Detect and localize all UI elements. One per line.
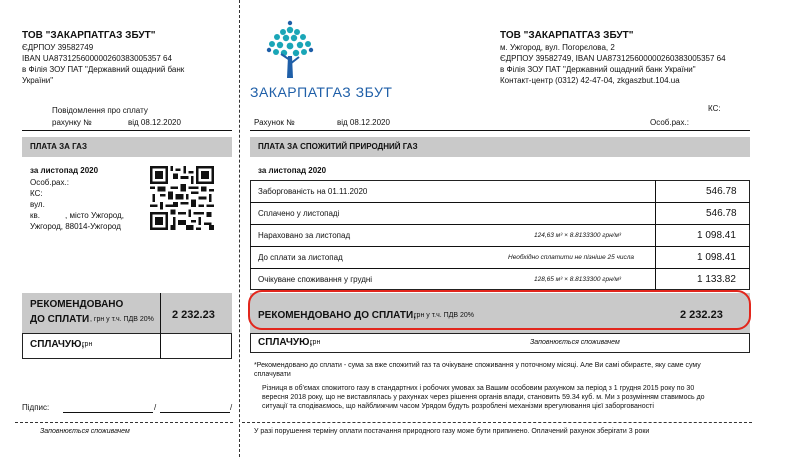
cut-line [242, 422, 752, 423]
left-bank-1: в Філія ЗОУ ПАТ "Державний ощадний банк [22, 65, 185, 74]
left-apartment: кв. [30, 211, 40, 220]
table-row-label: До сплати за листопад [258, 253, 343, 262]
table-row-value: 1 133.82 [697, 274, 736, 285]
right-recommended-vat: грн у т.ч. ПДВ 20% [414, 312, 475, 319]
left-period: за листопад 2020 [30, 166, 99, 175]
divider [250, 130, 750, 131]
signature-name-line[interactable] [160, 412, 230, 413]
footnote-recommended: *Рекомендовано до сплати - сума за вже спожитий газ та очікуване споживання у поточному місяці. Але Ви самі обираєте, яку саме суму [254, 362, 701, 369]
right-account: Особ.рах.: [650, 118, 689, 127]
divider [250, 268, 750, 269]
right-contact: Контакт-центр (0312) 42-47-04, zkgaszbut.104.ua [500, 76, 680, 85]
left-section-title: ПЛАТА ЗА ГАЗ [30, 142, 87, 151]
left-city: , місто Ужгород, [65, 211, 124, 220]
highlight-oval [248, 290, 751, 330]
left-signature-label: Підпис: [22, 403, 50, 412]
right-paid-box [250, 333, 750, 353]
right-recommended-label: РЕКОМЕНДОВАНО ДО СПЛАТИ, [258, 310, 416, 321]
right-paid-label: СПЛАЧУЮ, [258, 337, 313, 348]
signature-slash: / [230, 403, 233, 412]
table-row-note: Необхідно сплатити не пізніше 25 числа [508, 254, 635, 261]
table-row-value: 546.78 [706, 186, 737, 197]
left-city-zip: Ужгород, 88014-Ужгород [30, 222, 121, 231]
table-row-value: 1 098.41 [697, 230, 736, 241]
left-ks: КС: [30, 189, 43, 198]
right-invoice-number: Рахунок № [254, 118, 295, 127]
cut-line [15, 422, 233, 423]
left-notice-title: Повідомлення про сплату [52, 106, 148, 115]
divider [250, 202, 750, 203]
left-recommended-line1: РЕКОМЕНДОВАНО [30, 299, 124, 310]
left-street: вул. [30, 200, 45, 209]
divider [22, 130, 232, 131]
left-account: Особ.рах.: [30, 178, 69, 187]
left-edrpou: ЄДРПОУ 39582749 [22, 43, 94, 52]
left-paid-label: СПЛАЧУЮ, [30, 339, 85, 350]
footnote-recommended-cont: сплачувати [254, 371, 291, 378]
left-iban: IBAN UA873125600000260383005357 64 [22, 54, 172, 63]
left-paid-unit: грн [82, 341, 93, 348]
table-row-value: 546.78 [706, 208, 737, 219]
right-invoice-date: від 08.12.2020 [337, 118, 390, 127]
divider [160, 293, 161, 333]
footnote-gas-difference-cont: вересня 2018 року, що не виставлялась у рахунках через рішення органів влади, становить 59.34 куб. м. Ми з розумінням ставимось до [262, 394, 705, 401]
right-section-title: ПЛАТА ЗА СПОЖИТИЙ ПРИРОДНИЙ ГАЗ [258, 142, 418, 151]
table-row-label: Сплачено у листопаді [258, 209, 340, 218]
table-row-note: 124,63 м³ × 8.8133300 грн/м³ [534, 232, 622, 239]
left-company: ТОВ "ЗАКАРПАТГАЗ ЗБУТ" [22, 30, 156, 41]
left-notice-date: від 08.12.2020 [128, 118, 181, 127]
divider [655, 180, 656, 290]
table-row-label: Нараховано за листопад [258, 231, 351, 240]
right-edrpou-iban: ЄДРПОУ 39582749, IBAN UA873125600000260383005357 64 [500, 54, 726, 63]
left-recommended-line2: ДО СПЛАТИ [30, 314, 90, 325]
signature-line[interactable] [63, 412, 153, 413]
table-row-value: 1 098.41 [697, 252, 736, 263]
left-recommended-vat: , грн у т.ч. ПДВ 20% [90, 316, 154, 323]
right-company: ТОВ "ЗАКАРПАТГАЗ ЗБУТ" [500, 30, 634, 41]
left-filled-by: Заповнюється споживачем [40, 428, 130, 435]
bottom-notice: У разі порушення терміну оплати постачання природного газу може бути припинено. Оплачений рахунок зберігати 3 роки [254, 428, 650, 435]
right-address: м. Ужгород, вул. Погорєлова, 2 [500, 43, 615, 52]
divider [250, 246, 750, 247]
signature-slash: / [154, 403, 157, 412]
left-recommended-amount: 2 232.23 [172, 309, 215, 321]
left-bank-2: України" [22, 76, 54, 85]
right-filled-by: Заповнюється споживачем [530, 339, 620, 346]
vertical-cut-line [239, 0, 240, 457]
right-ks: КС: [708, 104, 721, 113]
brand-name: ЗАКАРПАТГАЗ ЗБУТ [250, 84, 393, 100]
footnote-gas-difference-end: ситуації та сподіваємось, що найближчим часом Урядом будуть розроблені механізми врегулювання цієї заборгованості [262, 403, 654, 410]
divider [250, 224, 750, 225]
left-notice-number: рахунку № [52, 118, 92, 127]
table-row-label: Очікуване споживання у грудні [258, 275, 373, 284]
table-row-label: Заборгованість на 01.11.2020 [258, 187, 368, 196]
right-bank: в Філія ЗОУ ПАТ "Державний ощадний банк України" [500, 65, 696, 74]
right-recommended-amount: 2 232.23 [680, 309, 723, 321]
right-paid-unit: грн [310, 339, 321, 346]
table-row-note: 128,65 м³ × 8.8133300 грн/м³ [534, 276, 622, 283]
footnote-gas-difference: Різниця в об'ємах спожитого газу в стандартних і робочих умовах за Вашим особовим рахунком за період з 1 грудня 2015 року по 30 [262, 385, 695, 392]
tree-logo-icon [255, 20, 325, 85]
right-period: за листопад 2020 [258, 166, 327, 175]
divider [160, 333, 161, 359]
qr-code [150, 166, 214, 230]
